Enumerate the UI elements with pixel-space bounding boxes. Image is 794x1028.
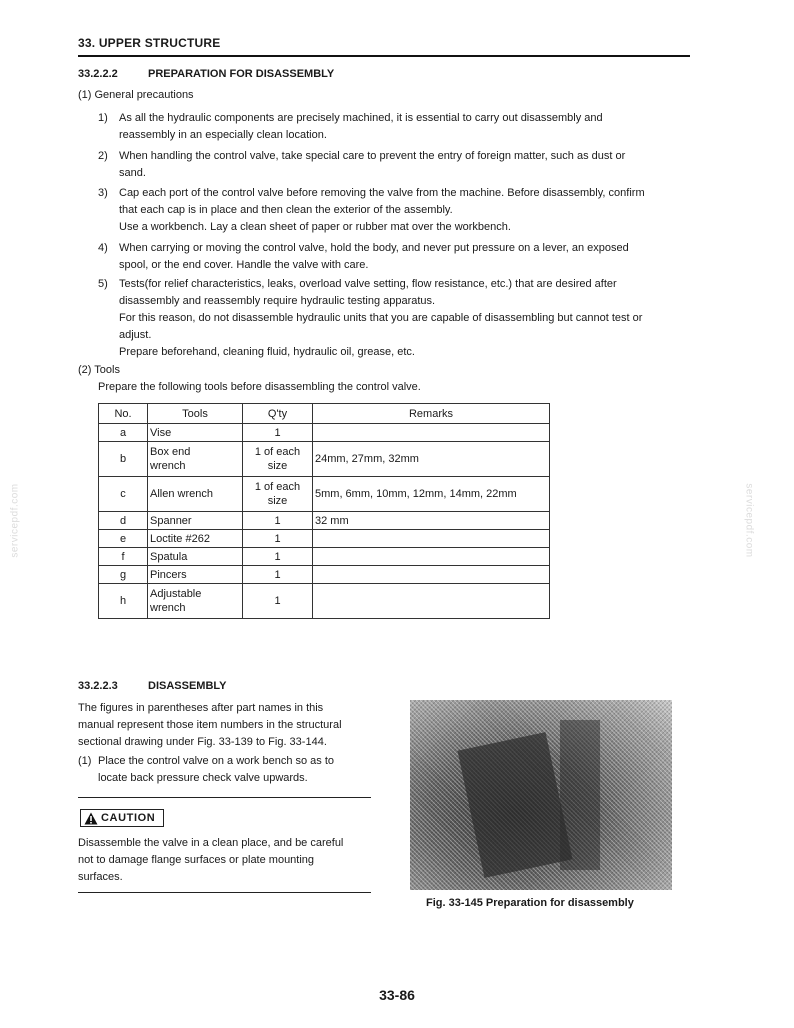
cell-qty-line: 1 of each	[254, 481, 301, 493]
caution-text-line: not to damage flange surfaces or plate mounting	[78, 854, 315, 866]
cell-tool	[148, 584, 243, 619]
precaution-text	[119, 148, 691, 182]
caution-top-rule	[78, 797, 371, 798]
cell-no: e	[99, 530, 148, 548]
cell-qty-line: size	[267, 460, 288, 472]
cell-no: f	[99, 548, 148, 566]
precaution-line: When handling the control valve, take special care to prevent the entry of foreign matter, such as dust or	[119, 150, 626, 162]
precaution-line: As all the hydraulic components are precisely machined, it is essential to carry out disassembly and	[119, 112, 603, 124]
precaution-number: 3)	[98, 187, 108, 199]
disassembly-intro-line: The figures in parentheses after part names in this	[78, 702, 324, 714]
cell-tool	[148, 424, 243, 442]
precaution-line: sand.	[119, 167, 146, 179]
cell-no: c	[99, 477, 148, 512]
precaution-line: reassembly in an especially clean location.	[119, 129, 327, 141]
precaution-line: Cap each port of the control valve before removing the valve from the machine. Before disassembly, confirm	[119, 187, 645, 199]
caution-bottom-rule	[78, 892, 371, 893]
precaution-number: 1)	[98, 112, 108, 124]
cell-tool	[148, 512, 243, 530]
cell-qty-line: 1 of each	[254, 446, 301, 458]
watermark-left: servicepdf.com	[9, 483, 21, 558]
precaution-number: 2)	[98, 150, 108, 162]
cell-qty-line: 1	[274, 595, 281, 607]
page-header-title: 33. UPPER STRUCTURE	[78, 36, 221, 50]
figure-caption: Fig. 33-145 Preparation for disassembly	[426, 897, 634, 909]
cell-qty-line: 1	[274, 550, 281, 563]
precaution-text	[119, 276, 691, 361]
cell-qty-line: 1	[274, 568, 281, 581]
precaution-line: For this reason, do not disassemble hydraulic units that you are capable of disassembling but cannot test or	[119, 312, 643, 324]
col-header-no: No.	[99, 404, 148, 424]
cell-no: b	[99, 442, 148, 477]
photo-valve-body	[457, 732, 572, 878]
cell-remarks: 32 mm	[313, 512, 550, 530]
disassembly-intro-line: sectional drawing under Fig. 33-139 to Fig. 33-144.	[78, 736, 327, 748]
cell-remarks	[313, 584, 550, 619]
tools-table-row	[99, 512, 550, 530]
cell-no: d	[99, 512, 148, 530]
warning-triangle-icon	[84, 812, 98, 825]
cell-no: a	[99, 424, 148, 442]
disassembly-intro	[78, 700, 342, 751]
tools-table-row	[99, 424, 550, 442]
cell-qty	[243, 512, 313, 530]
tools-intro: Prepare the following tools before disassembling the control valve.	[98, 381, 421, 393]
precaution-line: Use a workbench. Lay a clean sheet of paper or rubber mat over the workbench.	[119, 221, 511, 233]
cell-tool-line: Adjustable	[150, 588, 202, 600]
page-number: 33-86	[379, 987, 415, 1003]
cell-qty	[243, 424, 313, 442]
cell-tool	[148, 566, 243, 584]
cell-tool	[148, 477, 243, 512]
tools-table	[98, 403, 550, 619]
col-header-qty: Q'ty	[243, 404, 313, 424]
cell-tool-line: wrench	[150, 460, 186, 472]
precaution-number: 5)	[98, 278, 108, 290]
tools-table-row	[99, 530, 550, 548]
cell-remarks	[313, 548, 550, 566]
cell-qty-line: 1	[274, 514, 281, 527]
caution-badge	[80, 809, 164, 827]
section-disassembly-heading	[78, 680, 226, 692]
cell-qty-line: 1	[274, 532, 281, 545]
cell-qty-line: 1	[274, 426, 281, 439]
precaution-line: adjust.	[119, 329, 152, 341]
watermark-right: servicepdf.com	[743, 483, 755, 558]
tools-table-body	[99, 424, 550, 619]
section-disassembly-title: DISASSEMBLY	[148, 680, 227, 692]
section-prep-heading	[78, 68, 334, 80]
cell-tool-line: Box end	[150, 446, 191, 458]
tools-table-row	[99, 548, 550, 566]
precaution-line: Tests(for relief characteristics, leaks, overload valve setting, flow resistance, etc.) that are desired after	[119, 278, 617, 290]
cell-qty-line: size	[267, 495, 288, 507]
cell-remarks	[313, 566, 550, 584]
tools-table-row	[99, 584, 550, 619]
cell-tool-line: wrench	[150, 602, 186, 614]
cell-tool-line: Allen wrench	[150, 488, 213, 500]
disassembly-intro-line: manual represent those item numbers in the structural	[78, 719, 342, 731]
cell-qty	[243, 530, 313, 548]
precaution-line: spool, or the end cover. Handle the valve with care.	[119, 259, 369, 271]
cell-qty	[243, 566, 313, 584]
cell-no: h	[99, 584, 148, 619]
precaution-line: Prepare beforehand, cleaning fluid, hydraulic oil, grease, etc.	[119, 346, 415, 358]
section-prep-title: PREPARATION FOR DISASSEMBLY	[148, 68, 335, 80]
precaution-text	[119, 185, 691, 236]
cell-no: g	[99, 566, 148, 584]
cell-tool-line: Loctite #262	[150, 532, 210, 545]
caution-label: CAUTION	[101, 812, 156, 824]
cell-qty	[243, 477, 313, 512]
section-disassembly-number: 33.2.2.3	[78, 680, 118, 692]
precaution-line: When carrying or moving the control valve, hold the body, and never put pressure on a lever, an exposed	[119, 242, 629, 254]
tools-table-row	[99, 477, 550, 512]
photo-valve-block	[560, 720, 600, 870]
cell-qty	[243, 442, 313, 477]
tools-table-row	[99, 442, 550, 477]
cell-tool-line: Spanner	[150, 514, 192, 527]
tools-label: (2) Tools	[78, 364, 120, 376]
tools-table-row	[99, 566, 550, 584]
precaution-text	[119, 240, 691, 274]
disassembly-photo	[410, 700, 672, 890]
cell-qty	[243, 548, 313, 566]
precaution-line: disassembly and reassembly require hydraulic testing apparatus.	[119, 295, 436, 307]
general-precautions-label: (1) General precautions	[78, 89, 194, 101]
cell-remarks: 24mm, 27mm, 32mm	[313, 442, 550, 477]
cell-tool-line: Pincers	[150, 568, 187, 581]
disassembly-step-1-text	[98, 753, 334, 787]
section-prep-number: 33.2.2.2	[78, 68, 118, 80]
caution-text	[78, 835, 343, 886]
cell-remarks: 5mm, 6mm, 10mm, 12mm, 14mm, 22mm	[313, 477, 550, 512]
tools-table-header-row	[99, 404, 550, 424]
cell-tool	[148, 442, 243, 477]
cell-tool-line: Vise	[150, 426, 172, 439]
precaution-text	[119, 110, 691, 144]
header-rule	[78, 55, 690, 57]
caution-text-line: Disassemble the valve in a clean place, and be careful	[78, 837, 344, 849]
col-header-remarks: Remarks	[313, 404, 550, 424]
cell-remarks	[313, 530, 550, 548]
disassembly-step-1-line: Place the control valve on a work bench so as to	[98, 755, 335, 767]
cell-tool-line: Spatula	[150, 550, 188, 563]
cell-tool	[148, 530, 243, 548]
precaution-number: 4)	[98, 242, 108, 254]
disassembly-step-1-line: locate back pressure check valve upwards.	[98, 772, 308, 784]
caution-text-line: surfaces.	[78, 871, 123, 883]
precaution-line: that each cap is in place and then clean the exterior of the assembly.	[119, 204, 453, 216]
col-header-tools: Tools	[148, 404, 243, 424]
cell-tool	[148, 548, 243, 566]
cell-qty	[243, 584, 313, 619]
disassembly-step-1-number: (1)	[78, 755, 92, 767]
cell-remarks	[313, 424, 550, 442]
